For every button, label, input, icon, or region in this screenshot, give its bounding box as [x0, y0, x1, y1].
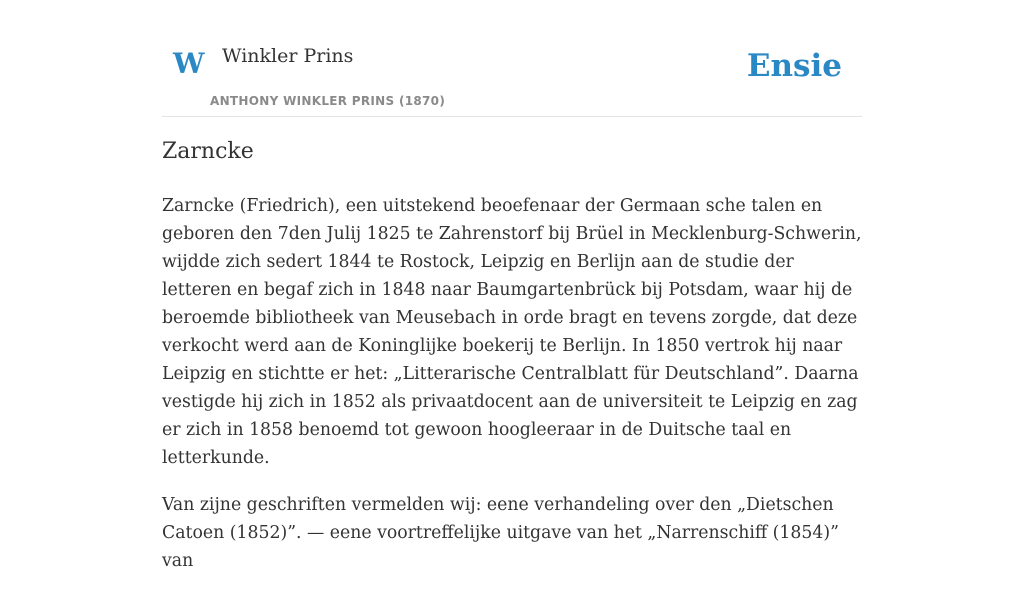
publication-title[interactable]: Winkler Prins	[222, 45, 354, 67]
article-paragraph: Zarncke (Friedrich), een uitstekend beoefenaar der Germaan sche talen en geboren den 7den Julij 1825 te Zahrenstorf bij Brüel in Mecklenburg-Schwerin, wijdde zich sedert 1844 te Rostock, Leipzig en Berlijn aan de studie der letteren en begaf zich in 1848 naar Baumgartenbrück bij Potsdam, waar hij de beroemde bibliotheek van Meusebach in orde bragt en tevens zorgde, dat deze verkocht werd aan de Koninglijke boekerij te Berlijn. In 1850 vertrok hij naar Leipzig en stichtte er het: „Litterarische Centralblatt für Deutschland”. Daarna vestigde hij zich in 1852 als privaatdocent aan de universiteit te Leipzig en zag er zich in 1858 benoemd tot gewoon hoogleeraar in de Duitsche taal en letterkunde.	[162, 196, 862, 468]
publication-subtitle: ANTHONY WINKLER PRINS (1870)	[210, 94, 446, 108]
article-paragraph: Van zijne geschriften vermelden wij: eene verhandeling over den „Dietschen Catoen (1852)”. — eene voortreffelijke uitgave van het „Narrenschiff (1854)” van	[162, 495, 839, 571]
publication-logo[interactable]: W	[173, 47, 205, 80]
article-title: Zarncke	[162, 139, 254, 164]
ensie-logo-link[interactable]: Ensie	[746, 48, 842, 84]
publication-header	[162, 0, 862, 117]
page	[162, 0, 862, 571]
article-body	[162, 192, 862, 594]
